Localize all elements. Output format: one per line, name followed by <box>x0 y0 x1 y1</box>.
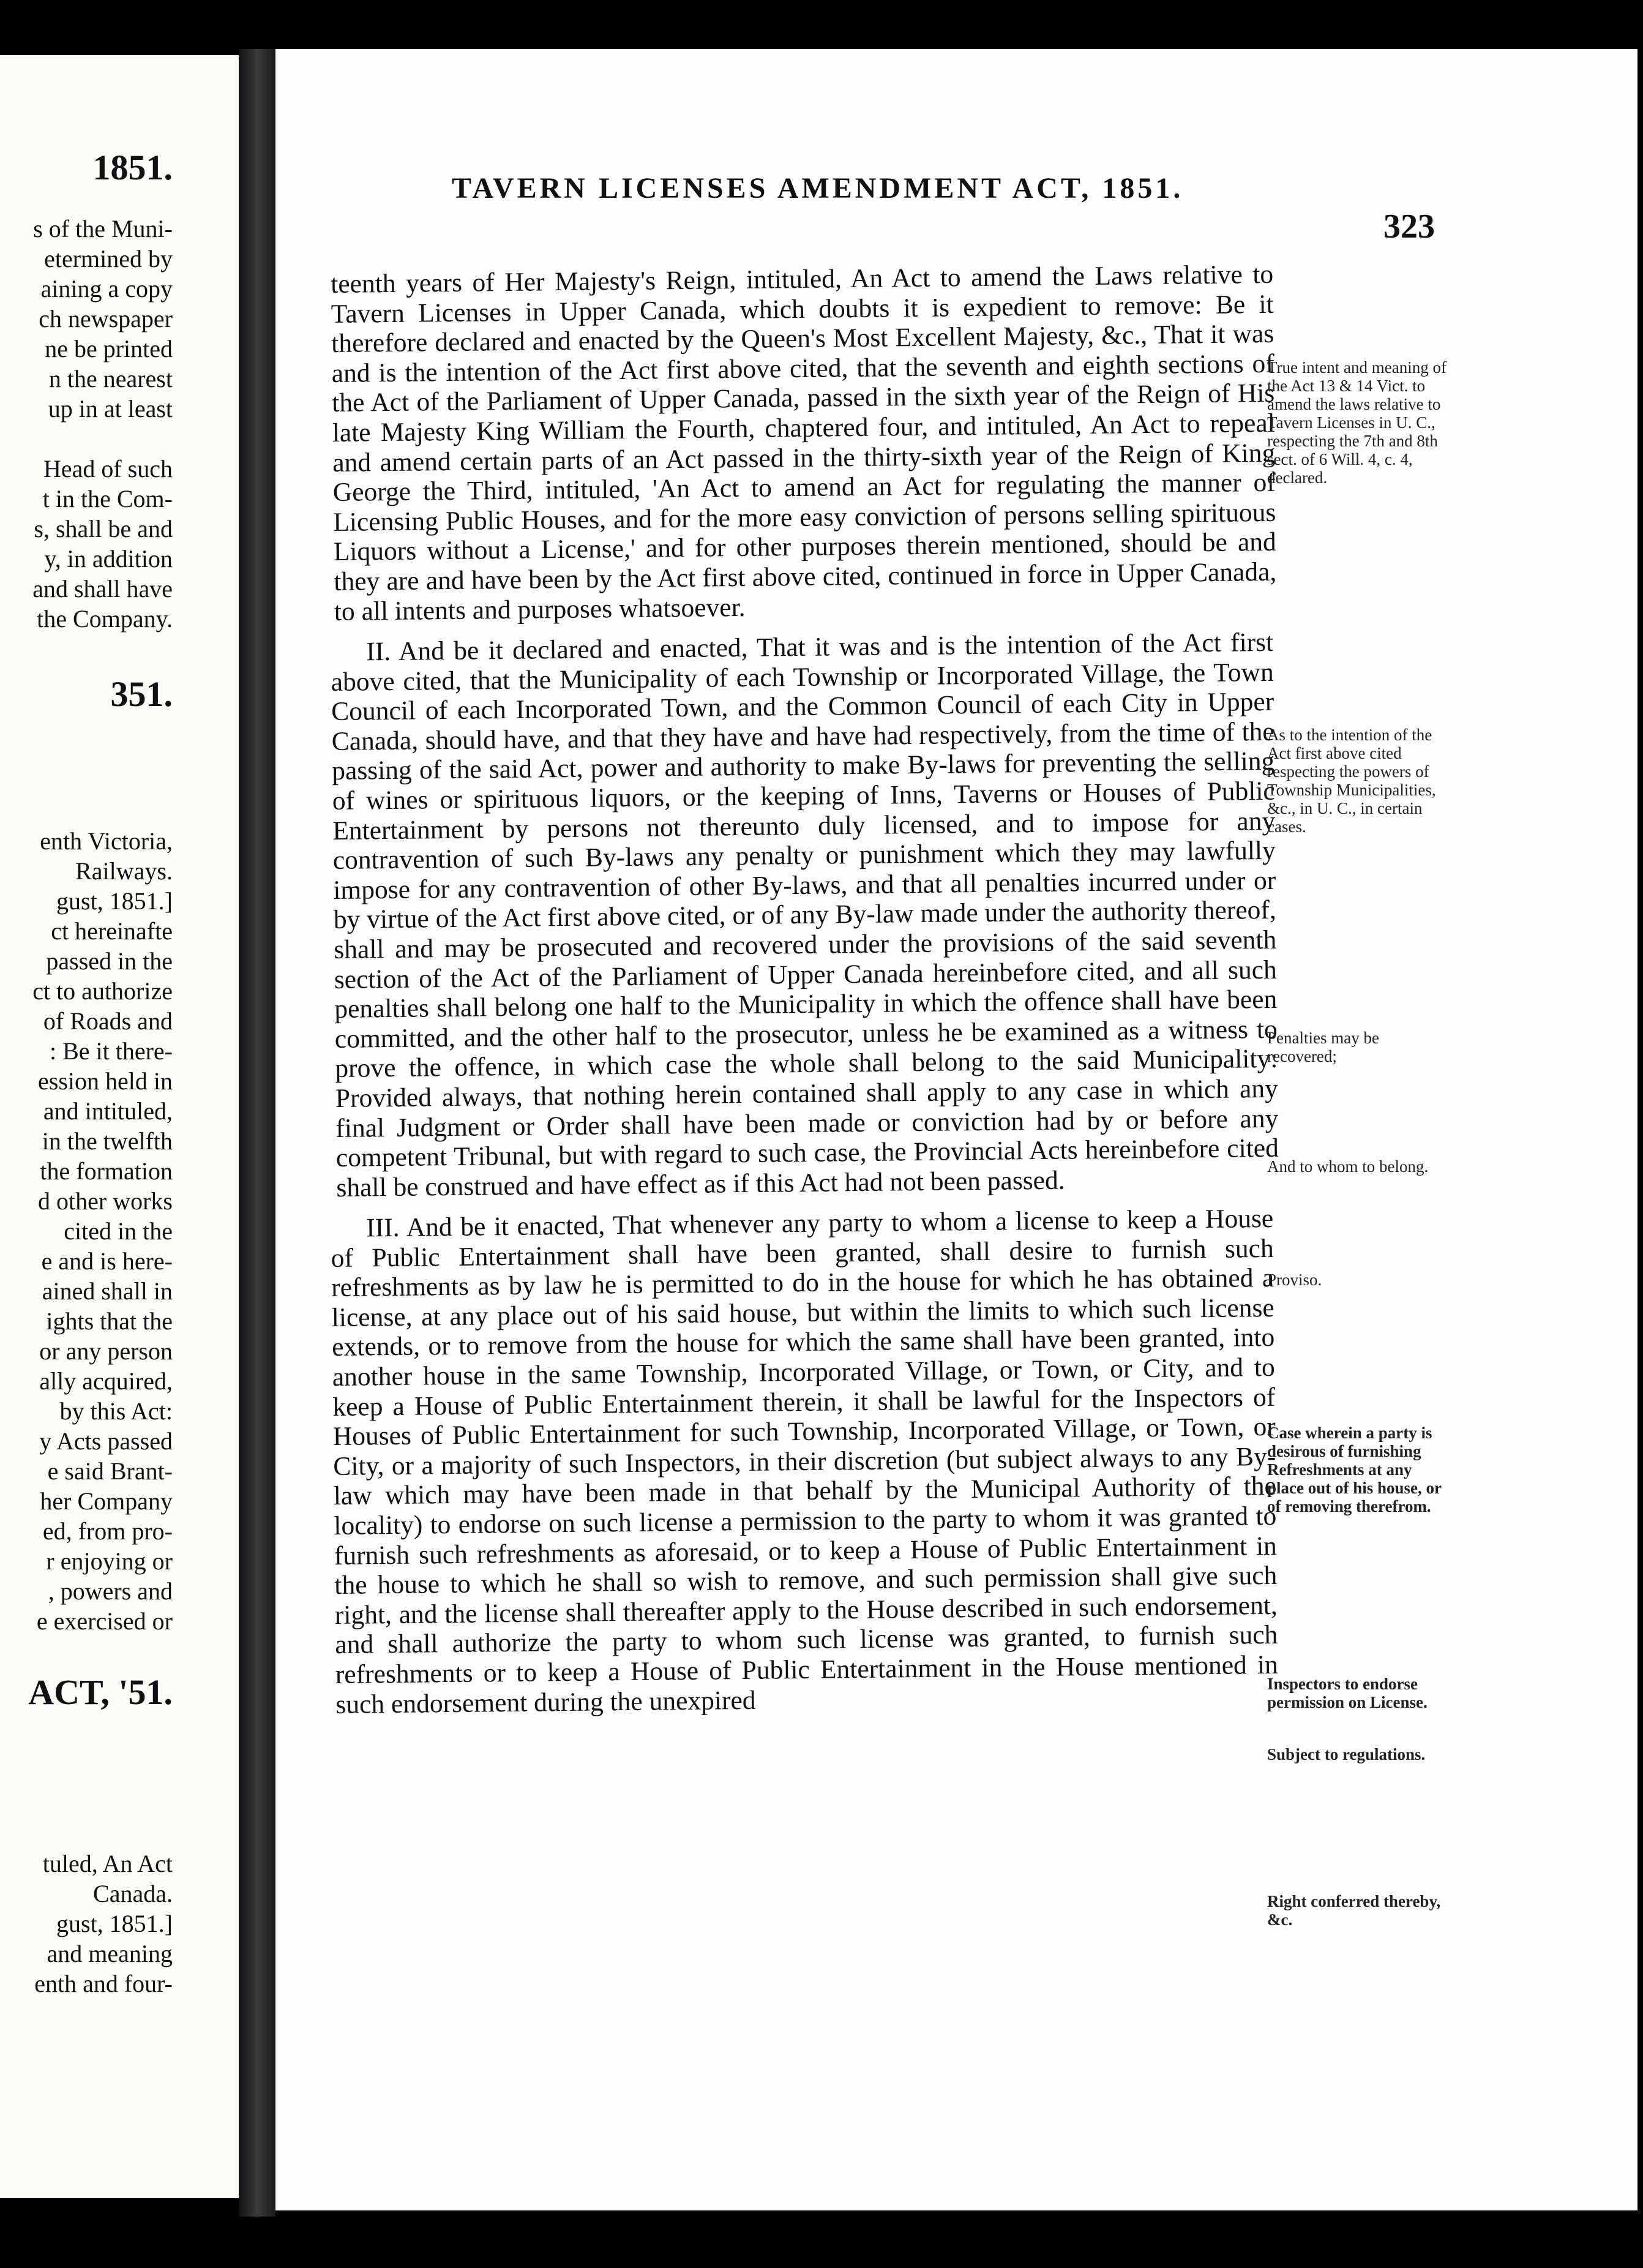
left-page-line: s of the Muni- <box>33 215 173 242</box>
marginal-note-subject-regulations: Subject to regulations. <box>1267 1745 1426 1763</box>
left-page-line: ne be printed <box>45 335 173 362</box>
left-page-line: y, in addition <box>44 545 173 573</box>
left-page-line: e exercised or <box>36 1607 173 1635</box>
marginal-note-true-intent: True intent and meaning of the Act 13 & 14 Vict. to amend the laws relative to Tavern Licenses in U. C., respecting the 7th and 8th sect. of 6 Will. 4, c. 4, declared. <box>1267 358 1447 487</box>
left-page-line: tuled, An Act <box>42 1850 173 1877</box>
left-page <box>0 55 239 2198</box>
left-page-line: by this Act: <box>59 1397 173 1425</box>
left-page-line: etermined by <box>44 245 173 272</box>
left-page-line: and meaning <box>47 1940 173 1967</box>
left-page-line: Head of such <box>43 455 173 483</box>
left-page-heading: 351. <box>110 674 173 714</box>
left-page-line: Canada. <box>93 1880 173 1907</box>
left-page-line: in the twelfth <box>42 1127 173 1155</box>
marginal-note-proviso: Proviso. <box>1267 1271 1322 1289</box>
left-page-act-heading: ACT, '51. <box>28 1672 173 1712</box>
left-page-line: gust, 1851.] <box>56 887 173 915</box>
left-page-line: ally acquired, <box>39 1367 173 1395</box>
left-page-line: aining a copy <box>40 275 173 302</box>
left-page-line: the Company. <box>37 605 173 633</box>
left-page-line: her Company <box>40 1487 173 1515</box>
left-page-line: up in at least <box>48 395 173 422</box>
left-page-line: ights that the <box>46 1307 173 1335</box>
left-page-line: n the nearest <box>48 365 173 392</box>
left-page-line: ained shall in <box>42 1277 173 1305</box>
left-page-line: ch newspaper <box>39 305 173 332</box>
left-page-line: e said Brant- <box>47 1457 173 1485</box>
left-page-line: or any person <box>39 1337 173 1365</box>
left-page-line: ed, from pro- <box>42 1517 173 1545</box>
right-page <box>275 49 1637 2210</box>
marginal-note-case-refreshments: Case wherein a party is desirous of furnishing Refreshments at any place out of his house, or of removing therefrom. <box>1267 1424 1442 1515</box>
left-page-line: enth and four- <box>34 1970 173 1997</box>
marginal-note-intention-township: As to the intention of the Act first above cited respecting the powers of Township Municipalities, &c., in U. C., in certain cases. <box>1267 726 1436 836</box>
main-text <box>331 233 1279 1731</box>
left-page-line: ession held in <box>38 1067 173 1095</box>
left-page-line: Railways. <box>75 857 173 885</box>
marginal-note-to-whom: And to whom to belong. <box>1267 1157 1429 1176</box>
left-page-line: , powers and <box>48 1577 173 1605</box>
marginal-note-inspectors: Inspectors to endorse permission on License. <box>1267 1675 1428 1711</box>
left-page-line: cited in the <box>64 1217 173 1245</box>
running-head: TAVERN LICENSES AMENDMENT ACT, 1851. <box>452 172 1184 205</box>
left-page-line: passed in the <box>46 947 173 975</box>
left-page-line: s, shall be and <box>34 515 173 543</box>
left-page-line: t in the Com- <box>42 485 173 513</box>
left-page-line: ct to authorize <box>32 977 173 1005</box>
page-number: 323 <box>1383 208 1435 246</box>
paragraph-1: teenth years of Her Majesty's Reign, intituled, An Act to amend the Laws relative to Tavern Licenses in Upper Canada, which doubts it is expedient to remove: Be it therefore declared and enacted by the Queen's Most Excellent Majesty, &c., That it was and is the intention of the Act first above cited, that the seventh and eighth sections of the Act of the Parliament of Upper Canada, passed in the sixth year of the Reign of His late Majesty King William the Fourth, chaptered four, and intituled, An Act to repeal and amend certain parts of an Act passed in the thirty-sixth year of the Reign of King George the Third, intituled, 'An Act to amend an Act for regulating the manner of Licensing Public Houses, and for the more easy conviction of persons selling spirituous Liquors without a License,' and for other purposes therein mentioned, should be and they are and have been by the Act first above cited, continued in force in Upper Canada, to all intents and purposes whatsoever. <box>331 259 1277 626</box>
left-page-line: enth Victoria, <box>40 827 173 855</box>
left-page-line: e and is here- <box>41 1247 173 1275</box>
left-page-line: y Acts passed <box>39 1427 173 1455</box>
paragraph-3: III. And be it enacted, That whenever any party to whom a license to keep a House of Public Entertainment shall have been granted, shall desire to furnish such refreshments as by law he is permitted to do in the house for which he has obtained a license, at any place out of his said house, but within the limits to which such license extends, or to remove from the house for which the same shall have been granted, into another house in the same Township, Incorporated Village, or Town, or City, and to keep a House of Public Entertainment therein, it shall be lawful for the Inspectors of Houses of Public Entertainment for such Township, Incorporated Village, or Town, or City, or a majority of such Inspectors, in their discretion (but subject always to any By-law which may have been made in that behalf by the Municipal Authority of the locality) to endorse on such license a permission to the party to whom it was granted to furnish such refreshments as aforesaid, or to keep a House of Public Entertainment in the house to which he shall so wish to remove, and such permission shall give such right, and the license shall thereafter apply to the House described in such endorsement, and shall authorize the party to whom such license was granted, to furnish such refreshments or to keep a House of Public Entertainment in the House mentioned in such endorsement during the unexpired <box>331 1204 1279 1719</box>
left-page-line: : Be it there- <box>49 1037 173 1065</box>
left-page-line: gust, 1851.] <box>56 1910 173 1937</box>
paragraph-2: II. And be it declared and enacted, That it was and is the intention of the Act first above cited, that the Municipality of each Township or Incorporated Village, the Town Council of each Incorporated Town, and the Common Council of each City in Upper Canada, should have, and that they have and have had respectively, from the time of the passing of the said Act, power and authority to make By-laws for preventing the selling of wines or spirituous liquors, or the keeping of Inns, Taverns or Houses of Public Entertainment by persons not thereunto duly licensed, and to impose for any contravention of such By-laws any penalty or punishment which they may lawfully impose for any contravention of other By-laws, and that all penalties incurred under or by virtue of the Act first above cited, or of any By-law made under the authority thereof, shall and may be prosecuted and recovered under the provisions of the said seventh section of the Act of the Parliament of Upper Canada hereinbefore cited, and all such penalties shall belong one half to the Municipality in which the offence shall have been committed, and the other half to the prosecutor, unless he be examined as a witness to prove the offence, in which case the whole shall belong to the said Municipality: Provided always, that nothing herein contained shall apply to any case in which any final Judgment or Order shall have been made or conviction had by or before any competent Tribunal, but with regard to such case, the Provincial Acts hereinbefore cited shall be construed and have effect as if this Act had not been passed. <box>331 627 1279 1203</box>
left-page-line: and intituled, <box>43 1097 173 1125</box>
marginal-note-penalties: Penalties may be recovered; <box>1267 1029 1379 1065</box>
left-page-line: and shall have <box>32 575 173 603</box>
left-page-header: 1851. <box>92 148 173 187</box>
left-page-line: the formation <box>40 1157 173 1185</box>
left-page-line: ct hereinafte <box>51 917 173 945</box>
marginal-note-right-conferred: Right conferred thereby, &c. <box>1267 1892 1441 1929</box>
left-page-line: r enjoying or <box>46 1547 173 1575</box>
left-page-line: of Roads and <box>43 1007 173 1035</box>
left-page-line: d other works <box>38 1187 173 1215</box>
book-gutter <box>239 49 275 2217</box>
